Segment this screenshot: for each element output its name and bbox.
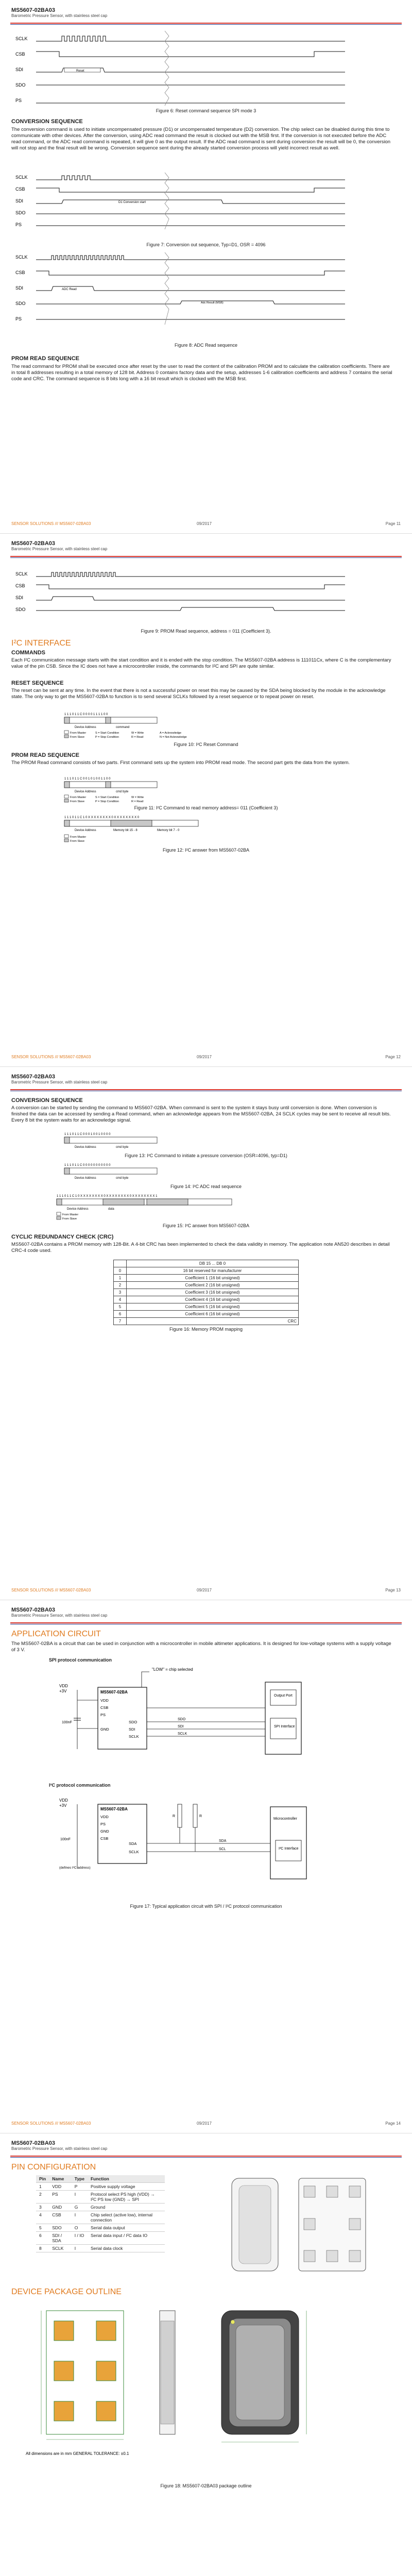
svg-text:R = Read: R = Read <box>131 800 144 803</box>
svg-text:SCLK: SCLK <box>129 1850 139 1854</box>
svg-text:From Master: From Master <box>70 836 87 839</box>
svg-text:GND: GND <box>100 1727 109 1732</box>
fig11-caption: Figure 11: I²C Command to read memory address= 011 (Coefficient 3) <box>134 805 278 810</box>
table-row: 8 SCLK I Serial data clock <box>36 2245 165 2252</box>
spi-application-circuit <box>49 1667 358 1775</box>
signal-label: SCLK <box>15 36 28 41</box>
svg-text:SDI: SDI <box>178 1725 184 1728</box>
conversion-heading: CONVERSION SEQUENCE <box>11 118 83 125</box>
pin-config-heading: PIN CONFIGURATION <box>11 2163 96 2172</box>
pin-table: Pin Name Type Function 1 VDD P Positive supply voltage 2 PS I Protocol select PS high (VDD) → I²C PS low (GND) → SPI 3 GND G Ground 4 CSB I Chip select (active low), internal connection 5 SDO O Serial data output 6 SDI / SDA I / IO Serial data input / I²C data IO 8 SCLK I Serial data clock <box>36 2175 165 2252</box>
table-row: 5 SDO O Serial data output <box>36 2224 165 2232</box>
svg-text:S = Start Condition: S = Start Condition <box>95 732 119 735</box>
svg-text:Device Address: Device Address <box>75 790 96 793</box>
table-row: 4 CSB I Chip select (active low), internal connection <box>36 2211 165 2224</box>
svg-text:A = Acknowledge: A = Acknowledge <box>160 732 182 735</box>
svg-text:N = Not Acknowledge: N = Not Acknowledge <box>160 736 187 739</box>
svg-text:MS5607-02BA: MS5607-02BA <box>100 1807 128 1811</box>
svg-text:VDD: VDD <box>59 1798 68 1803</box>
svg-text:From Master: From Master <box>70 732 87 735</box>
table-row: 0 16 bit reserved for manufacturer <box>114 1267 299 1275</box>
table-row: 5 Coefficient 5 (16 bit unsigned) <box>114 1303 299 1311</box>
table-row: 3 Coefficient 3 (16 bit unsigned) <box>114 1289 299 1296</box>
svg-text:From Slave: From Slave <box>70 800 85 803</box>
i2c-conversion-frame <box>64 1131 219 1151</box>
svg-text:SDI: SDI <box>15 285 24 291</box>
app-circuit-text: The MS5607-02BA is a circuit that can be used in conjunction with a microcontroller in mobile altimeter applications. It is designed for low-voltage systems with a supply voltage of 3 V. <box>11 1641 391 1653</box>
i2c-adc-answer-frame <box>57 1193 242 1221</box>
memory-prom-map: DB 15 ... DB 0 0 16 bit reserved for manufacturer 1 Coefficient 1 (16 bit unsigned) 2 Coefficient 2 (16 bit unsigned) 3 Coefficient 3 (16 bit unsigned) 4 Coefficient 4 (16 bit unsigned) 5 Coefficient 5 (16 bit unsigned) 6 Coefficient 6 (16 bit unsigned) 7 CRC <box>113 1260 299 1325</box>
svg-text:+3V: +3V <box>59 1803 67 1808</box>
svg-text:Adc Result (MSB): Adc Result (MSB) <box>201 301 224 304</box>
svg-text:SDA: SDA <box>129 1841 137 1846</box>
svg-text:PS: PS <box>100 1822 106 1826</box>
svg-text:VDD: VDD <box>100 1815 109 1819</box>
i2c-adc-read-frame <box>64 1162 219 1182</box>
signal-label: SDI <box>15 67 24 72</box>
svg-text:1 1 1 0 1 1 C 0 0 1 0 1 0 0 1: 1 1 1 0 1 1 C 0 0 1 0 1 0 0 1 1 0 0 <box>64 777 111 781</box>
table-row: 7 CRC <box>114 1318 299 1325</box>
svg-text:cmd byte: cmd byte <box>116 1146 129 1149</box>
svg-text:command: command <box>116 726 130 729</box>
doc-subtitle: Barometric Pressure Sensor, with stainless steel cap <box>11 13 108 18</box>
svg-text:SCLK: SCLK <box>15 255 28 260</box>
svg-text:Memory bit 15 - 8: Memory bit 15 - 8 <box>113 829 138 832</box>
prom-read-heading: PROM READ SEQUENCE <box>11 752 80 758</box>
table-row: 6 Coefficient 6 (16 bit unsigned) <box>114 1311 299 1318</box>
i2c-heading: I²C INTERFACE <box>11 639 71 648</box>
svg-text:+3V: +3V <box>59 1689 67 1693</box>
commands-text: Each I²C communication message starts with the start condition and it is ended with the stop condition. The MS5607-02BA address is 111011Cx, where C is the complementary value of the pin CSB. Since the IC does not have a microcontroller inside, the commands for I²C and SPI are quite similar. <box>11 657 391 669</box>
i2c-reset-frame <box>64 711 219 739</box>
svg-text:data: data <box>108 1208 114 1211</box>
svg-text:From Slave: From Slave <box>62 1217 77 1221</box>
svg-text:SPI Interface: SPI Interface <box>274 1725 295 1728</box>
svg-text:Device Address: Device Address <box>75 1146 96 1149</box>
svg-text:SCLK: SCLK <box>15 571 28 577</box>
signal-label: SDO <box>15 82 26 88</box>
d1-conversion-label: D1 Conversion start <box>118 201 146 204</box>
conv-heading-i2c: CONVERSION SEQUENCE <box>11 1097 83 1104</box>
page-12-body: MS5607-02BA03 Barometric Pressure Sensor, with stainless steel cap SCLK CSB SDI SDO Figure 9: PROM Read sequence, address = 011 (Coefficient 3). I²C INTERFACE COMMANDS Each I²C communication message starts with the start condition and it is ended with the stop condition. The MS5607-02BA address is 111011Cx, where C is the complementary value of the pin CSB. Since the IC does not have a microcontroller inside, the commands for I²C and SPI are quite similar. RESET SEQUENCE The reset can be sent at any time. In the event that there is not a successful power on reset this may be caused by the SDA being blocked by the module in the acknowledge state. The only way to get the MS5607-02BA to function is to send several SCLKs followed by a reset sequence or to repeat power on reset. 1 1 1 0 1 1 C 0 0 0 0 1 1 1 1 0 0 Device Address command From Master From Slave S = Start Condition P = Stop Condition W = Write R = Read A = Acknowledge N = Not Acknowledge Figure 10: I²C Reset Command PROM READ SEQUENCE The PROM Read command consists of two parts. First command sets up the system into PROM read mode. The second part gets the data from the system. 1 1 1 0 1 1 C 0 0 1 0 1 0 0 1 1 0 0 Device Address cmd byte From Master From Slave S = Start Condition P = Stop Condition W = Write R = Read Figure 11: I²C Command to read memory address= 011 (Coefficient 3) 1 1 1 0 1 1 C 1 0 X X X X X X X X 0 X X X X X X X X 0 Device Address Memory bit 15 - 8 Memory bit 7 - 0 From Master From Slave Figure 12: I²C answer from MS5607-02BA SENSOR SOLUTIONS /// MS5607-02BA03 09/2017 Page 12 <box>0 533 412 1067</box>
reset-heading: RESET SEQUENCE <box>11 680 64 686</box>
svg-text:Device Address: Device Address <box>67 1208 89 1211</box>
app-circuit-heading: APPLICATION CIRCUIT <box>11 1630 101 1638</box>
svg-text:W = Write: W = Write <box>131 732 144 735</box>
svg-text:SDI: SDI <box>129 1727 135 1732</box>
page-12 <box>0 0 412 534</box>
svg-text:From Master: From Master <box>62 1213 79 1216</box>
fig13-caption: Figure 13: I²C Command to initiate a pressure conversion (OSR=4096, typ=D1) <box>125 1153 287 1158</box>
svg-text:SDO: SDO <box>15 210 26 215</box>
svg-text:PS: PS <box>100 1713 106 1717</box>
svg-text:Memory bit 7 - 0: Memory bit 7 - 0 <box>157 829 180 832</box>
table-row: 1 VDD P Positive supply voltage <box>36 2183 165 2191</box>
svg-text:SCLK: SCLK <box>178 1732 187 1736</box>
svg-text:SCL: SCL <box>219 1848 226 1851</box>
svg-text:P = Stop Condition: P = Stop Condition <box>95 800 119 803</box>
fig10-caption: Figure 10: I²C Reset Command <box>174 742 238 747</box>
svg-text:I²C Interface: I²C Interface <box>279 1847 299 1851</box>
fig18-caption: Figure 18: MS5607-02BA03 package outline <box>160 2483 252 2488</box>
svg-text:VDD: VDD <box>100 1698 109 1703</box>
reset-text: The reset can be sent at any time. In the event that there is not a successful power on reset this may be caused by the SDA being blocked by the module in the acknowledge state. The only way to get the MS5607-02BA to function is to send several SCLKs followed by a reset sequence or to repeat power on reset. <box>11 688 386 700</box>
doc-title: MS5607-02BA03 <box>11 7 55 13</box>
svg-text:SDO: SDO <box>15 607 26 612</box>
fig17-caption: Figure 17: Typical application circuit with SPI / I²C protocol communication <box>130 1904 282 1909</box>
fig6-caption: Figure 6: Reset command sequence SPI mode 3 <box>156 108 256 113</box>
i2c-title: I²C protocol communication <box>49 1783 111 1788</box>
svg-text:1 1 1 0 1 1 C 0 0 0 0 1 1 1 1: 1 1 1 0 1 1 C 0 0 0 0 1 1 1 1 0 0 <box>64 713 108 716</box>
svg-text:SDO: SDO <box>129 1720 138 1724</box>
fig7-caption: Figure 7: Conversion out sequence, Typ=D1, OSR = 4096 <box>146 242 266 247</box>
svg-text:CSB: CSB <box>15 583 25 588</box>
svg-text:SCLK: SCLK <box>15 175 28 180</box>
crc-text: MS5607-02BA contains a PROM memory with 128-Bit. A 4-bit CRC has been implemented to check the data validity in memory. The application note AN520 describes in detail CRC-4 code used. <box>11 1242 390 1253</box>
svg-text:(defines I²C address): (defines I²C address) <box>59 1866 91 1870</box>
svg-text:SDA: SDA <box>219 1839 227 1843</box>
page-11: MS5607-02BA03 Barometric Pressure Sensor, with stainless steel cap SCLK CSB SDI SDO PS Reset Figure 6: Reset command sequence SPI mode 3 CONVERSION SEQUENCE The conversion command is used to initiate uncompensated pressure (D1) or uncompensated temperature (D2) conversion. The chip select can be disabled during this time to communicate with other devices. After the conversion, using ADC read command the result is clocked out with the MSB first. If the conversion is not executed before the ADC read command, or the ADC read command is repeated, it will give 0 as the output result. If the ADC read command is sent during conversion the result will be 0, the conversion will not stop and the final result will be wrong. Conversion sequence sent during the already started conversion process will yield incorrect result as well. SCLK CSB SDI SDO PS D1 Conversion start Figure 7: Conversion out sequence, Typ=D1, OSR = 4096 SCLK CSB SDI SDO PS ADC Read Adc Result (MSB) Figure 8: ADC Read sequence PROM READ SEQUENCE The read command for PROM shall be executed once after reset by the user to read the content of the calibration PROM and to calculate the calibration coefficients. There are in total 8 addresses resulting in a total memory of 128 bit. Address 0 contains factory data and the setup, addresses 1-6 calibration coefficients and address 7 contains the serial code and CRC. The command sequence is 8 bits long with a 16 bit result which is clocked with the MSB first. SENSOR SOLUTIONS /// MS5607-02BA03 09/2017 Page 11 <box>0 0 412 534</box>
svg-text:SDI: SDI <box>15 595 24 600</box>
table-row: 6 SDI / SDA I / IO Serial data input / I²C data IO <box>36 2232 165 2245</box>
package-outline-drawing <box>26 2300 386 2470</box>
prom-read-timing-diagram <box>15 569 376 631</box>
svg-text:1 1 1 0 1 1 C 1 0 X X X X X X: 1 1 1 0 1 1 C 1 0 X X X X X X X X 0 X X X X X X X X 0 X X X X X X X X 1 <box>57 1195 158 1198</box>
svg-text:Output Port: Output Port <box>274 1694 293 1698</box>
prom-heading: PROM READ SEQUENCE <box>11 355 80 362</box>
svg-text:CSB: CSB <box>15 270 25 275</box>
svg-text:PS: PS <box>15 316 22 321</box>
fig8-caption: Figure 8: ADC Read sequence <box>174 343 238 348</box>
svg-text:1 1 1 0 1 1 C 0 0 0 1 0 0 1 0: 1 1 1 0 1 1 C 0 0 0 1 0 0 1 0 0 0 0 <box>64 1133 111 1136</box>
crc-heading: CYCLIC REDUNDANCY CHECK (CRC) <box>11 1234 114 1240</box>
svg-text:From Slave: From Slave <box>70 736 85 739</box>
fig14-caption: Figure 14: I²C ADC read sequence <box>170 1184 242 1189</box>
prom-text: The read command for PROM shall be executed once after reset by the user to read the content of the calibration PROM and to calculate the calibration coefficients. There are in total 8 addresses resulting in a total memory of 128 bit. Address 0 contains factory data and the setup, addresses 1-6 calibration coefficients and address 7 contains the serial code and CRC. The command sequence is 8 bits long with a 16 bit result which is clocked with the MSB first. <box>11 364 392 382</box>
svg-text:All dimensions are in mm GENER: All dimensions are in mm GENERAL TOLERANCE: ±0.1 <box>26 2451 129 2456</box>
svg-text:Device Address: Device Address <box>75 726 96 729</box>
svg-text:CSB: CSB <box>100 1705 109 1710</box>
table-row: 1 Coefficient 1 (16 bit unsigned) <box>114 1275 299 1282</box>
svg-text:S = Start Condition: S = Start Condition <box>95 796 119 799</box>
svg-text:W = Write: W = Write <box>131 796 144 799</box>
svg-text:SDI: SDI <box>15 198 24 204</box>
svg-text:Device Address: Device Address <box>75 829 96 832</box>
svg-text:From Master: From Master <box>70 796 87 799</box>
package-pin-views <box>221 2173 386 2281</box>
page-13: MS5607-02BA03 Barometric Pressure Sensor, with stainless steel cap CONVERSION SEQUENCE A conversion can be started by sending the command to MS5607-02BA. When command is sent to the system it stays busy until conversion is done. When conversion is finished the data can be accessed by sending a Read command, when an acknowledge appears from the MS5607-02BA, 24 SCLK cycles may be sent to receive all result bits. Every 8 bit the system waits for an acknowledge signal. 1 1 1 0 1 1 C 0 0 0 1 0 0 1 0 0 0 0 Device Address cmd byte Figure 13: I²C Command to initiate a pressure conversion (OSR=4096, typ=D1) 1 1 1 0 1 1 C 0 0 0 0 0 0 0 0 0 0 0 Device Address cmd byte Figure 14: I²C ADC read sequence 1 1 1 0 1 1 C 1 0 X X X X X X X X 0 X X X X X X X X 0 X X X X X X X X 1 Device Address data From Master From Slave Figure 15: I²C answer from MS5607-02BA CYCLIC REDUNDANCY CHECK (CRC) MS5607-02BA contains a PROM memory with 128-Bit. A 4-bit CRC has been implemented to check the data validity in memory. The application note AN520 describes in detail CRC-4 code used. DB 15 ... DB 0 0 16 bit reserved for manufacturer 1 Coefficient 1 (16 bit unsigned) 2 Coefficient 2 (16 bit unsigned) 3 Coefficient 3 (16 bit unsigned) 4 Coefficient 4 (16 bit unsigned) 5 Coefficient 5 (16 bit unsigned) 6 Coefficient 6 (16 bit unsigned) 7 CRC Figure 16: Memory PROM mapping SENSOR SOLUTIONS /// MS5607-02BA03 09/2017 Page 13 <box>0 1066 412 1600</box>
i2c-application-circuit <box>49 1791 358 1900</box>
svg-text:R: R <box>173 1815 176 1818</box>
signal-label: PS <box>15 98 22 103</box>
commands-heading: COMMANDS <box>11 650 45 656</box>
svg-text:ADC Read: ADC Read <box>62 288 77 291</box>
signal-label: CSB <box>15 52 25 57</box>
svg-text:"LOW" = chip selected: "LOW" = chip selected <box>152 1667 193 1672</box>
svg-text:MS5607-02BA: MS5607-02BA <box>100 1690 128 1694</box>
svg-text:CSB: CSB <box>100 1836 109 1841</box>
svg-text:Device Address: Device Address <box>75 1177 96 1180</box>
svg-text:R = Read: R = Read <box>131 736 144 739</box>
svg-text:cmd byte: cmd byte <box>116 790 129 793</box>
svg-text:From Slave: From Slave <box>70 840 85 843</box>
reset-label: Reset <box>76 70 84 73</box>
svg-text:100nF: 100nF <box>60 1838 71 1841</box>
svg-text:CSB: CSB <box>15 187 25 192</box>
table-row: 2 PS I Protocol select PS high (VDD) → I²C PS low (GND) → SPI <box>36 2191 165 2204</box>
conv-text-i2c: A conversion can be started by sending the command to MS5607-02BA. When command is sent to the system it stays busy until conversion is done. When conversion is finished the data can be accessed by sending a Read command, when an acknowledge appears from the MS5607-02BA, 24 SCLK cycles may be sent to receive all result bits. Every 8 bit the system waits for an acknowledge signal. <box>11 1105 391 1123</box>
fig16-caption: Figure 16: Memory PROM mapping <box>169 1327 243 1332</box>
svg-text:R: R <box>199 1815 202 1818</box>
svg-text:1 1 1 0 1 1 C 1 0 X X X X X X: 1 1 1 0 1 1 C 1 0 X X X X X X X X 0 X X X X X X X X 0 <box>64 816 140 819</box>
svg-text:SDO: SDO <box>15 301 26 306</box>
conversion-text: The conversion command is used to initiate uncompensated pressure (D1) or uncompensated temperature (D2) conversion. The chip select can be disabled during this time to communicate with other devices. After the conversion, using ADC read command the result is clocked out with the MSB first. If the conversion is not executed before the ADC read command, or the ADC read command is repeated, it will give 0 as the output result. If the ADC read command is sent during conversion the result will be 0, the conversion will not stop and the final result will be wrong. Conversion sequence sent during the already started conversion process will yield incorrect result as well. <box>11 127 391 151</box>
page-14: MS5607-02BA03 Barometric Pressure Sensor, with stainless steel cap APPLICATION CIRCUIT The MS5607-02BA is a circuit that can be used in conjunction with a microcontroller in mobile altimeter applications. It is designed for low-voltage systems with a supply voltage of 3 V. SPI protocol communication "LOW" = chip selected VDD +3V 100nF MS5607-02BA VDD CSB PS GND SDO SDI SCLK SDO SDI SCLK Output Port SPI Interface I²C protocol communication VDD +3V (defines I²C address) 100nF MS5607-02BA VDD PS GND CSB SDA SCLK R R SDA SCL Microcontroller I²C Interface Figure 17: Typical application circuit with SPI / I²C protocol communication SENSOR SOLUTIONS /// MS5607-02BA03 09/2017 Page 14 <box>0 1600 412 2133</box>
svg-text:GND: GND <box>100 1829 109 1834</box>
svg-text:100nF: 100nF <box>62 1721 72 1724</box>
svg-text:PS: PS <box>15 222 22 227</box>
table-row: 4 Coefficient 4 (16 bit unsigned) <box>114 1296 299 1303</box>
svg-text:VDD: VDD <box>59 1684 68 1688</box>
prom-read-text: The PROM Read command consists of two parts. First command sets up the system into PROM read mode. The second part gets the data from the system. <box>11 760 350 766</box>
i2c-prom-answer-frame <box>64 814 229 845</box>
svg-text:Microcontroller: Microcontroller <box>273 1817 297 1821</box>
table-row: 2 Coefficient 2 (16 bit unsigned) <box>114 1282 299 1289</box>
fig12-caption: Figure 12: I²C answer from MS5607-02BA <box>162 848 250 853</box>
fig15-caption: Figure 15: I²C answer from MS5607-02BA <box>162 1223 250 1228</box>
svg-text:1 1 1 0 1 1 C 0 0 0 0 0 0 0 0: 1 1 1 0 1 1 C 0 0 0 0 0 0 0 0 0 0 0 <box>64 1164 111 1167</box>
svg-text:SCLK: SCLK <box>129 1734 139 1739</box>
svg-text:SDO: SDO <box>178 1718 186 1721</box>
page-15: MS5607-02BA03 Barometric Pressure Sensor, with stainless steel cap PIN CONFIGURATION Pin Name Type Function 1 VDD P Positive supply voltage 2 PS I Protocol select PS high (VDD) → I²C PS low (GND) → SPI 3 GND G Ground 4 CSB I Chip select (active low), internal connection 5 SDO O Serial data output 6 SDI / SDA I / IO Serial data input / I²C data IO 8 SCLK I Serial data clock DEVICE PACKAGE OUTLINE All dimensions are in mm GENERAL TOLERANCE: ±0.1 Figure 18: MS5607-02BA03 package outline <box>0 2133 412 2576</box>
fig9-caption: Figure 9: PROM Read sequence, address = 011 (Coefficient 3). <box>141 629 271 634</box>
package-outline-heading: DEVICE PACKAGE OUTLINE <box>11 2287 122 2296</box>
table-row: 3 GND G Ground <box>36 2204 165 2211</box>
spi-title: SPI protocol communication <box>49 1657 112 1663</box>
svg-text:cmd byte: cmd byte <box>116 1177 129 1180</box>
svg-text:P = Stop Condition: P = Stop Condition <box>95 736 119 739</box>
i2c-prom-command-frame <box>64 775 219 804</box>
